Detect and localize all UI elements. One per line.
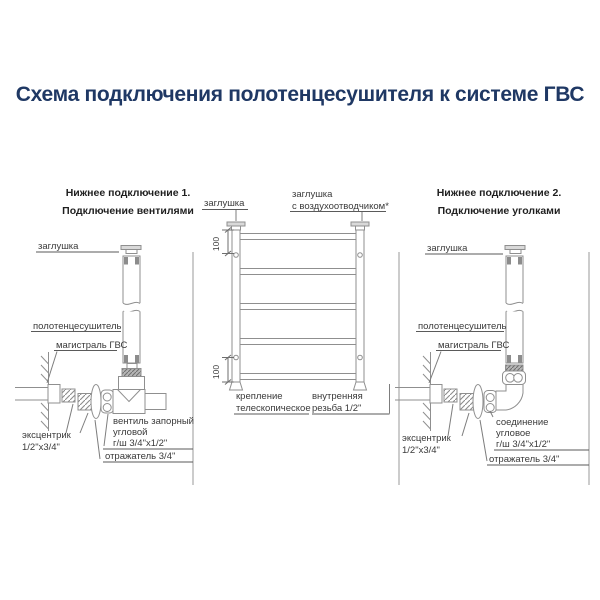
left-eccentric-label-line2: 1/2"x3/4" [22, 442, 60, 453]
left-header-line2: Подключение вентилями [62, 205, 194, 217]
left-eccentric-label-line1: эксцентрик [22, 430, 71, 441]
elbow-connection [496, 365, 526, 410]
right-header-line1: Нижнее подключение 2. [436, 187, 562, 199]
center-scheme [202, 189, 390, 414]
plug-cap [505, 246, 525, 254]
right-corner-label-line1: соединение [496, 417, 549, 428]
reflector-escutcheon [91, 385, 101, 419]
wall [423, 352, 431, 431]
left-towel-label: полотенцесушитель [33, 321, 122, 332]
left-valve-label-line1: вентиль запорный [113, 416, 194, 427]
right-plug-label: заглушка [427, 243, 468, 254]
eccentric-fitting-1 [444, 389, 457, 402]
page-title: Схема подключения полотенцесушителя к системе ГВС [15, 83, 585, 106]
right-main-label: магистраль ГВС [438, 340, 510, 351]
right-corner-label-line2: угловое [496, 428, 531, 439]
center-thread-label-line2: резьба 1/2" [312, 403, 362, 414]
right-header-line2: Подключение уголками [437, 205, 561, 217]
union-nut [101, 390, 114, 413]
left-scheme-labels [22, 187, 194, 462]
left-valve-label-line3: г/ш 3/4"x1/2" [113, 438, 168, 449]
center-thread-label-line1: внутренняя [312, 391, 363, 402]
left-valve-label-line2: угловой [113, 427, 148, 438]
center-mount-label-line2: телескопическое [236, 403, 311, 414]
right-towel-label: полотенцесушитель [418, 321, 507, 332]
left-reflector-label: отражатель 3/4" [105, 451, 176, 462]
left-header-line1: Нижнее подключение 1. [65, 187, 191, 199]
center-scheme-drawing [222, 210, 390, 414]
reflector-escutcheon [473, 385, 483, 419]
eccentric-fitting-1 [62, 389, 75, 402]
right-eccentric-label-line2: 1/2"x3/4" [402, 445, 440, 456]
dimension-bottom-value: 100 [211, 364, 221, 380]
right-reflector-label: отражатель 3/4" [489, 454, 560, 465]
main-pipe [15, 385, 60, 404]
right-corner-label-line3: г/ш 3/4"x1/2" [496, 439, 551, 450]
right-eccentric-label-line1: эксцентрик [402, 433, 451, 444]
rail-feet [230, 382, 367, 390]
rungs [240, 234, 356, 380]
plug-cap [227, 222, 369, 230]
main-pipe [395, 385, 442, 404]
leader-lines [236, 210, 390, 414]
dimension-top-value: 100 [211, 236, 221, 252]
left-plug-label: заглушка [38, 241, 79, 252]
union-nut [484, 391, 497, 413]
angle-valve [113, 364, 166, 414]
center-airvent-label-line2: с воздухоотводчиком* [292, 201, 389, 212]
plug-cap [121, 246, 141, 254]
left-main-label: магистраль ГВС [56, 340, 128, 351]
center-mount-label-line1: крепление [236, 391, 283, 402]
right-scheme [395, 187, 589, 465]
center-airvent-label-line1: заглушка [292, 189, 333, 200]
wall [41, 352, 49, 431]
center-plug-label: заглушка [204, 198, 245, 209]
left-scheme [15, 187, 194, 462]
